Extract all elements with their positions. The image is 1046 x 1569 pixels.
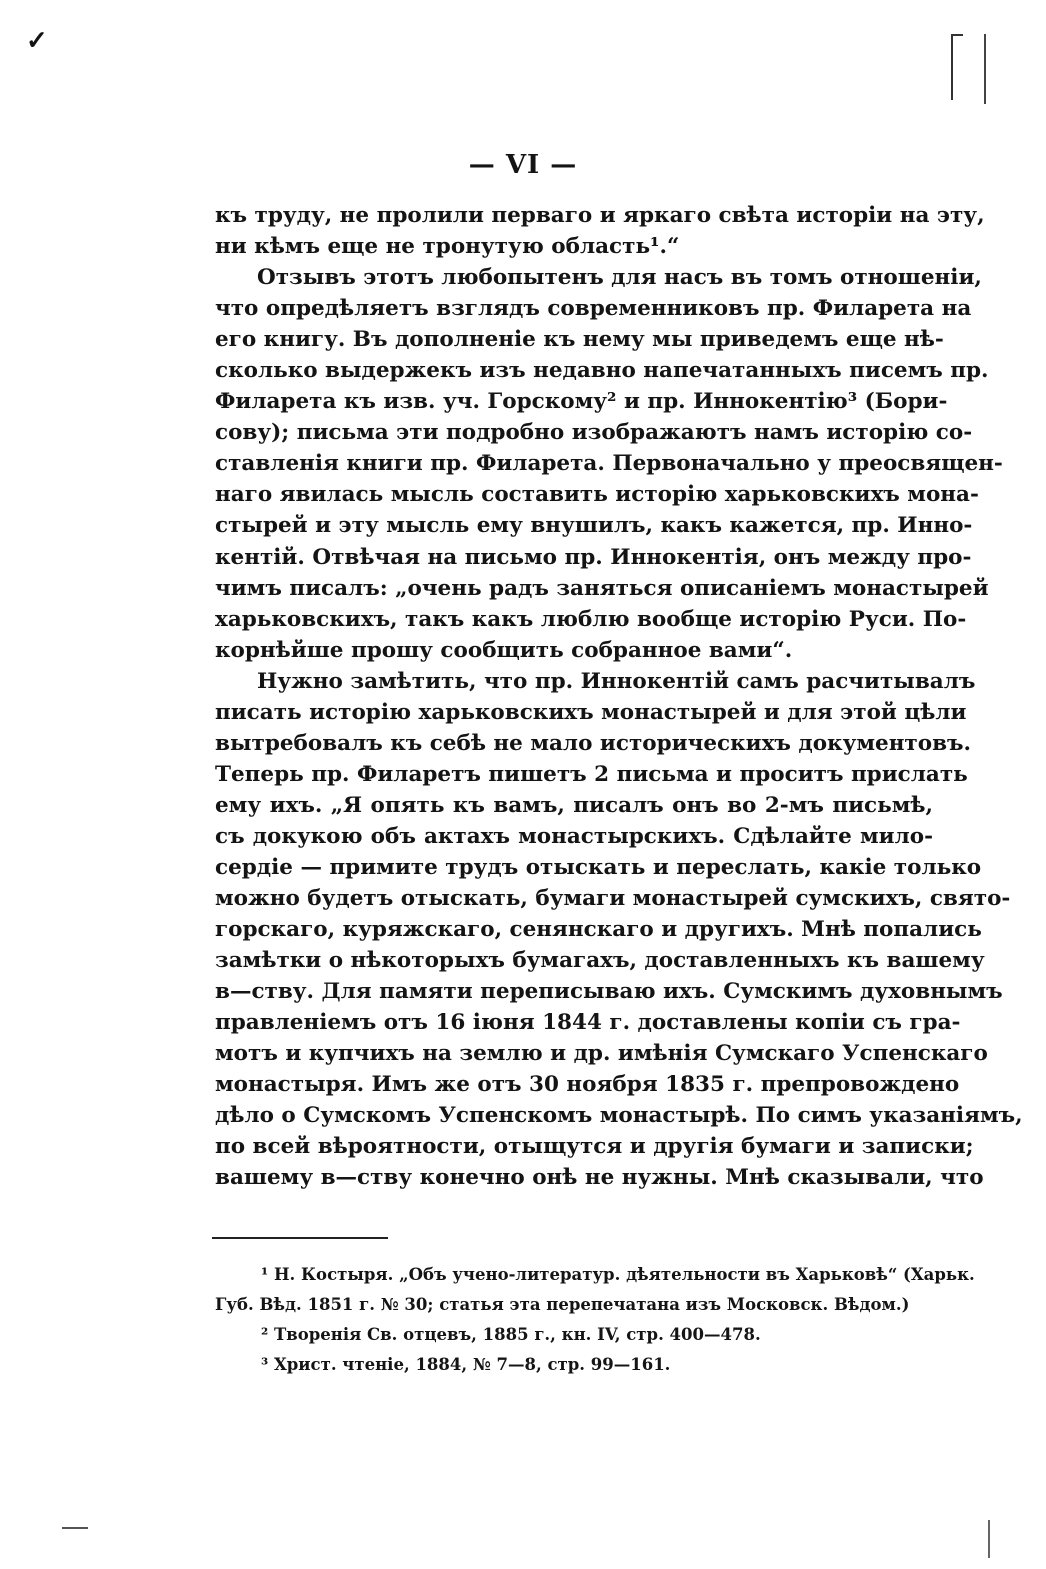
footnote-separator (212, 1237, 388, 1239)
text-line: ставленія книги пр. Филарета. Первоначально у преосвящен- (215, 451, 1003, 477)
text-line: можно будетъ отыскать, бумаги монастырей сумскихъ, свято- (215, 886, 1011, 912)
main-text (215, 200, 1023, 1194)
footnote-line: ³ Христ. чтеніе, 1884, № 7—8, стр. 99—161. (261, 1355, 671, 1374)
text-line: мотъ и купчихъ на землю и др. имѣнія Сумскаго Успенскаго (215, 1041, 988, 1067)
text-line: замѣтки о нѣкоторыхъ бумагахъ, доставленныхъ къ вашему (215, 948, 985, 974)
text-line: в—ству. Для памяти переписываю ихъ. Сумскимъ духовнымъ (215, 979, 1003, 1005)
corner-bracket-mark (951, 34, 963, 100)
text-line: ему ихъ. „Я опять къ вамъ, писалъ онъ во 2-мъ письмѣ, (215, 792, 933, 818)
text-line: кентій. Отвѣчая на письмо пр. Иннокентія, онъ между про- (215, 544, 972, 570)
bottom-right-edge-line (988, 1520, 990, 1558)
text-line: Отзывъ этотъ любопытенъ для насъ въ томъ отношеніи, (257, 265, 982, 291)
text-line: чимъ писалъ: „очень радъ заняться описаніемъ монастырей (215, 575, 989, 601)
text-line: къ труду, не пролили перваго и яркаго свѣта исторіи на эту, (215, 203, 985, 228)
text-line: сердіе — примите трудъ отыскать и переслать, какіе только (215, 854, 982, 880)
text-line: ни кѣмъ еще не тронутую область¹.“ (215, 234, 680, 260)
page-number: — VI — (468, 150, 578, 180)
text-line: корнѣйше прошу сообщить собранное вами“. (215, 637, 793, 663)
text-line: горскаго, куряжскаго, сенянскаго и другихъ. Мнѣ попались (215, 917, 982, 943)
text-line: монастыря. Имъ же отъ 30 ноября 1835 г. препровождено (215, 1072, 960, 1098)
text-line: съ докукою объ актахъ монастырскихъ. Сдѣлайте мило- (215, 823, 933, 849)
page-edge-line (984, 34, 986, 104)
text-line: правленіемъ отъ 16 іюня 1844 г. доставлены копіи съ гра- (215, 1010, 961, 1036)
text-line: Теперь пр. Филаретъ пишетъ 2 письма и проситъ прислать (215, 761, 968, 787)
text-line: Нужно замѣтить, что пр. Иннокентій самъ расчитывалъ (257, 668, 976, 694)
text-line: что опредѣляетъ взглядъ современниковъ пр. Филарета на (215, 296, 972, 322)
footnote-line: Губ. Вѣд. 1851 г. № 30; статья эта перепечатана изъ Московск. Вѣдом.) (215, 1295, 910, 1314)
bottom-left-dash (62, 1527, 88, 1529)
corner-check-mark: ✓ (26, 26, 48, 56)
text-line: его книгу. Въ дополненіе къ нему мы приведемъ еще нѣ- (215, 327, 944, 353)
text-line: Филарета къ изв. уч. Горскому² и пр. Иннокентію³ (Бори- (215, 389, 948, 415)
text-line: стырей и эту мысль ему внушилъ, какъ кажется, пр. Инно- (215, 513, 973, 539)
text-line: вытребовалъ къ себѣ не мало историческихъ документовъ. (215, 730, 972, 756)
text-line: дѣло о Сумскомъ Успенскомъ монастырѣ. По симъ указаніямъ, (215, 1103, 1023, 1129)
text-line: вашему в—ству конечно онѣ не нужны. Мнѣ сказывали, что (215, 1165, 984, 1191)
text-line: харьковскихъ, такъ какъ люблю вообще исторію Руси. По- (215, 606, 967, 632)
text-line: писать исторію харьковскихъ монастырей и для этой цѣли (215, 699, 967, 725)
footnotes (215, 1260, 975, 1380)
footnote-line: ¹ Н. Костыря. „Объ ученo-литератур. дѣятельности въ Харьковѣ“ (Харьк. (261, 1265, 975, 1284)
text-line: сколько выдержекъ изъ недавно напечатанныхъ писемъ пр. (215, 358, 989, 384)
footnote-line: ² Творенія Св. отцевъ, 1885 г., кн. IV, стр. 400—478. (261, 1325, 761, 1344)
text-line: по всей вѣроятности, отыщутся и другія бумаги и записки; (215, 1134, 974, 1160)
text-line: сову); письма эти подробно изображаютъ намъ исторію со- (215, 420, 973, 446)
text-line: наго явилась мысль составить исторію харьковскихъ мона- (215, 482, 979, 508)
